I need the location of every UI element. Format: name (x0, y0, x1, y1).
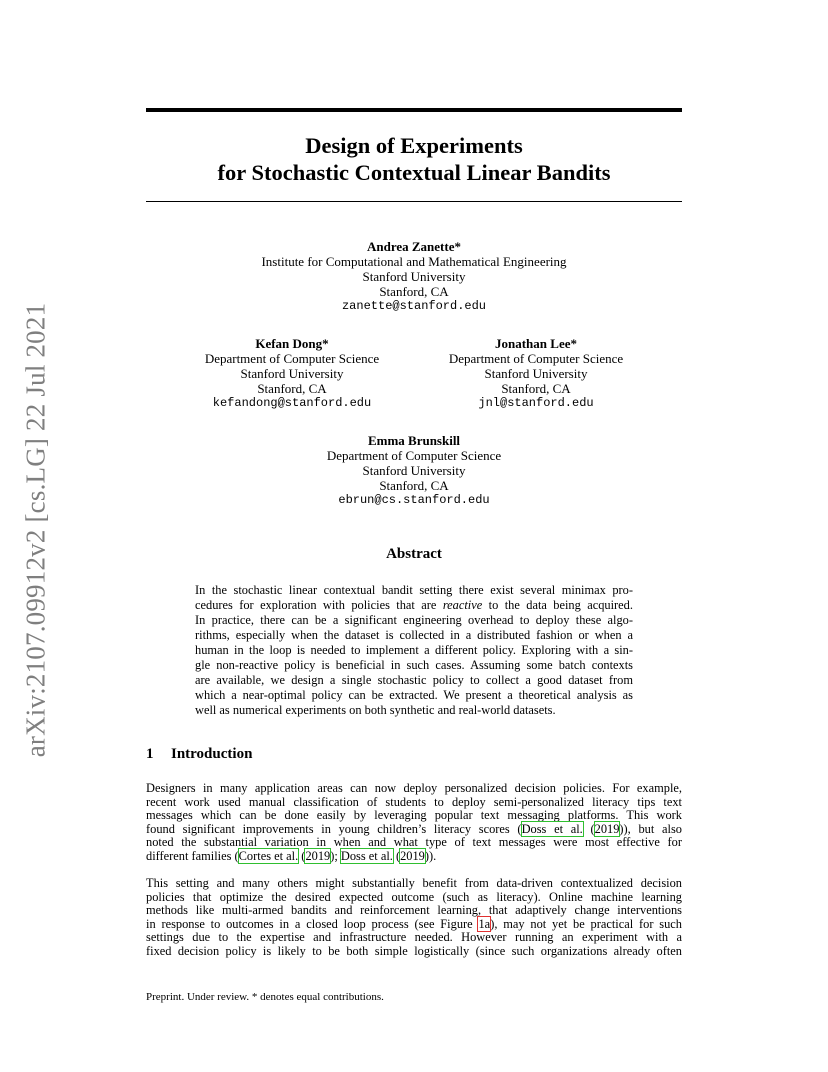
citation-link-doss[interactable]: Doss et al. (521, 821, 583, 836)
paragraph-line: This setting and many others might substantially benefit from data-driven contextualized decision (146, 876, 682, 890)
title-rule-bottom (146, 201, 682, 202)
intro-paragraph-1 (146, 782, 682, 864)
abstract-line: cedures for exploration with policies that are reactive to the data being acquired. (195, 598, 633, 612)
title-line-2: for Stochastic Contextual Linear Bandits (217, 160, 611, 185)
author-affiliation: Stanford, CA (501, 381, 571, 396)
paragraph-line: messages which can be done easily by leveraging popular text messaging platforms. This work (146, 808, 682, 823)
title-rule-top (146, 108, 682, 112)
abstract-line: are available, we design a single stochastic policy to collect a good dataset from (195, 673, 633, 687)
author-block-lee (416, 336, 656, 411)
author-affiliation: Stanford, CA (379, 284, 449, 299)
paragraph-line: methods like multi-armed bandits and reinforcement learning, that adaptively change interventions (146, 903, 682, 918)
abstract-line: rithms, especially when the dataset is collected in a distributed fashion or when a (195, 628, 633, 642)
author-name: Andrea Zanette* (366, 239, 461, 254)
paragraph-line: Designers in many application areas can now deploy personalized decision policies. For example, (146, 781, 682, 795)
citation-link-doss[interactable]: Doss et al. (340, 848, 393, 863)
author-block-zanette (214, 239, 614, 314)
footnote: Preprint. Under review. * denotes equal contributions. (146, 991, 384, 1003)
author-affiliation: Department of Computer Science (204, 351, 380, 366)
citation-year-link[interactable]: 2019 (594, 821, 620, 836)
author-affiliation: Stanford University (362, 269, 466, 284)
paragraph-line: fixed decision policy is likely to be both simple logistically (since such organizations already often (146, 943, 682, 958)
author-block-brunskill (264, 433, 564, 508)
section-title: Introduction (171, 746, 253, 762)
citation-year-link[interactable]: 2019 (305, 848, 331, 863)
section-number: 1 (146, 746, 154, 762)
author-affiliation: Institute for Computational and Mathematical Engineering (261, 254, 567, 269)
abstract-body (195, 583, 633, 718)
paragraph-line: in response to outcomes in a closed loop process (see Figure 1a), may not yet be practical for such (146, 916, 682, 931)
author-name: Kefan Dong* (255, 336, 329, 351)
arxiv-identifier: arXiv:2107.09912v2 [cs.LG] 22 Jul 2021 (20, 302, 51, 758)
paragraph-line: different families (Cortes et al. (2019); Doss et al. (2019)). (146, 848, 437, 863)
author-email: kefandong@stanford.edu (212, 396, 372, 410)
abstract-line: human in the loop is needed to implement a different policy. Exploring with a sin- (195, 643, 633, 657)
paragraph-line: policies that optimize the desired expected outcome (such as literacy). Online machine learning (146, 889, 682, 904)
figure-reference-link[interactable]: 1a (478, 916, 491, 931)
author-affiliation: Stanford, CA (257, 381, 327, 396)
abstract-line: well as numerical experiments on both synthetic and real-world datasets. (195, 703, 556, 717)
paragraph-line: found significant improvements in young children’s literacy scores (Doss et al. (2019)), but also (146, 821, 683, 836)
author-affiliation: Stanford University (484, 366, 588, 381)
author-affiliation: Department of Computer Science (448, 351, 624, 366)
citation-link-cortes[interactable]: Cortes et al. (238, 848, 299, 863)
author-affiliation: Department of Computer Science (326, 448, 502, 463)
abstract-line: In practice, there can be a significant engineering overhead to deploy these algo- (195, 613, 633, 627)
author-email: jnl@stanford.edu (478, 396, 594, 410)
author-block-dong (172, 336, 412, 411)
abstract-line: In the stochastic linear contextual bandit setting there exist several minimax pro- (195, 583, 633, 597)
title-line-1: Design of Experiments (305, 133, 523, 158)
arxiv-sidebar-stamp (16, 300, 56, 760)
section-heading-introduction (146, 745, 252, 763)
author-name: Jonathan Lee* (495, 336, 577, 351)
abstract-line: gle non-reactive policy is beneficial in such cases. Assuming some batch contexts (195, 658, 633, 672)
author-affiliation: Stanford University (362, 463, 466, 478)
citation-year-link[interactable]: 2019 (400, 848, 425, 863)
paragraph-line: noted the substantial variation in when and what type of text messages were most effective for (146, 835, 682, 850)
author-affiliation: Stanford University (240, 366, 344, 381)
paper-title (146, 132, 682, 186)
intro-paragraph-2 (146, 877, 682, 959)
author-name: Emma Brunskill (367, 433, 461, 448)
author-affiliation: Stanford, CA (379, 478, 449, 493)
abstract-heading: Abstract (386, 546, 442, 562)
abstract-line: which a near-optimal policy can be extracted. We present a theoretical analysis as (195, 688, 633, 702)
paragraph-line: recent work used manual classification of students to deploy semi-personalized literacy tips text (146, 794, 682, 809)
author-email: zanette@stanford.edu (341, 299, 487, 313)
author-email: ebrun@cs.stanford.edu (338, 493, 490, 507)
paragraph-line: settings due to the expertise and infrastructure needed. However running an experiment with a (146, 930, 682, 945)
abstract-emphasis: reactive (442, 598, 483, 612)
